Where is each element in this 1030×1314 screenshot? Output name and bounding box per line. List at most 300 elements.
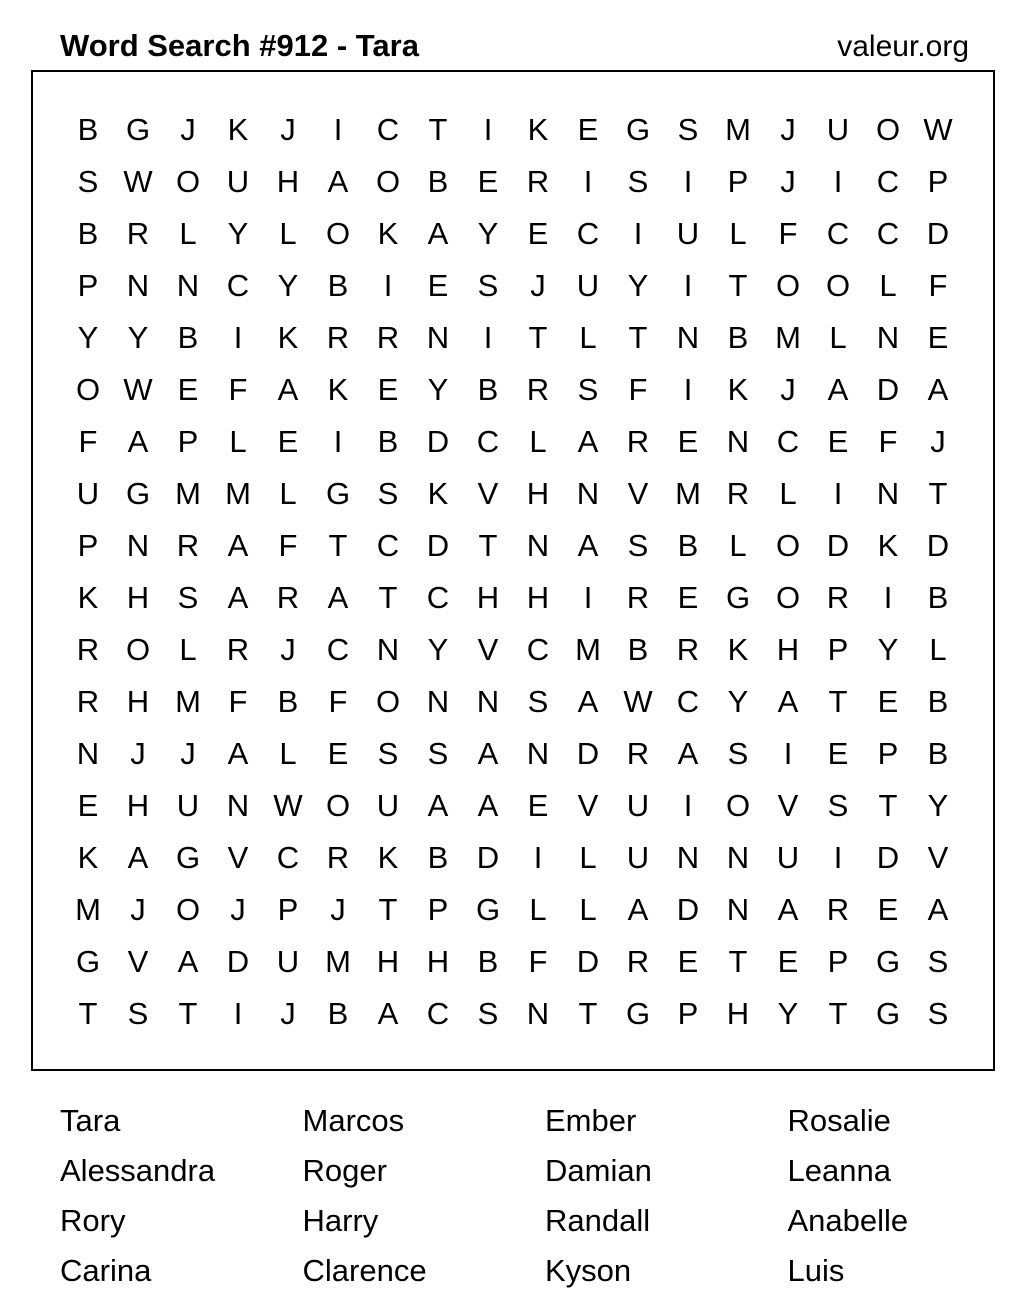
grid-letter[interactable]: G (125, 476, 151, 511)
grid-letter[interactable]: K (227, 112, 249, 147)
grid-letter[interactable]: H (126, 684, 150, 719)
grid-letter[interactable]: S (127, 996, 149, 1031)
grid-letter[interactable]: M (325, 944, 351, 979)
grid-letter[interactable]: C (876, 216, 900, 251)
grid-letter[interactable]: T (378, 580, 398, 615)
grid-letter[interactable]: B (927, 580, 949, 615)
grid-letter[interactable]: M (775, 320, 801, 355)
grid-letter[interactable]: B (927, 684, 949, 719)
grid-letter[interactable]: V (777, 788, 799, 823)
grid-letter[interactable]: U (826, 112, 850, 147)
grid-letter[interactable]: D (576, 736, 600, 771)
grid-letter[interactable]: M (75, 892, 101, 927)
grid-letter[interactable]: I (333, 112, 343, 147)
grid-letter[interactable]: Y (877, 632, 899, 667)
grid-letter[interactable]: M (225, 476, 251, 511)
grid-letter[interactable]: C (776, 424, 800, 459)
grid-letter[interactable]: M (725, 112, 751, 147)
grid-letter[interactable]: W (273, 788, 303, 823)
grid-letter[interactable]: L (279, 216, 297, 251)
grid-letter[interactable]: W (123, 372, 153, 407)
grid-letter[interactable]: U (276, 944, 300, 979)
grid-letter[interactable]: C (826, 216, 850, 251)
grid-letter[interactable]: O (825, 268, 851, 303)
grid-letter[interactable]: U (776, 840, 800, 875)
grid-letter[interactable]: J (780, 164, 796, 199)
grid-letter[interactable]: B (277, 684, 299, 719)
grid-letter[interactable]: H (526, 580, 550, 615)
grid-letter[interactable]: I (583, 164, 593, 199)
grid-letter[interactable]: I (633, 216, 643, 251)
grid-letter[interactable]: E (827, 736, 849, 771)
grid-letter[interactable]: K (727, 632, 749, 667)
grid-letter[interactable]: N (126, 528, 150, 563)
grid-letter[interactable]: L (929, 632, 947, 667)
grid-letter[interactable]: B (927, 736, 949, 771)
grid-letter[interactable]: H (126, 788, 150, 823)
grid-letter[interactable]: L (729, 528, 747, 563)
grid-letter[interactable]: B (727, 320, 749, 355)
grid-letter[interactable]: J (330, 892, 346, 927)
grid-letter[interactable]: A (827, 372, 849, 407)
grid-letter[interactable]: A (427, 788, 449, 823)
grid-letter[interactable]: R (626, 424, 650, 459)
grid-letter[interactable]: L (179, 216, 197, 251)
grid-letter[interactable]: T (728, 944, 748, 979)
grid-letter[interactable]: B (427, 164, 449, 199)
grid-letter[interactable]: A (777, 892, 799, 927)
grid-letter[interactable]: E (777, 944, 799, 979)
grid-letter[interactable]: Y (127, 320, 149, 355)
grid-letter[interactable]: I (833, 476, 843, 511)
grid-letter[interactable]: M (175, 476, 201, 511)
grid-letter[interactable]: J (130, 892, 146, 927)
grid-letter[interactable]: R (676, 632, 700, 667)
grid-letter[interactable]: Y (427, 632, 449, 667)
grid-letter[interactable]: I (883, 580, 893, 615)
grid-letter[interactable]: T (328, 528, 348, 563)
grid-letter[interactable]: D (226, 944, 250, 979)
grid-letter[interactable]: N (226, 788, 250, 823)
grid-letter[interactable]: L (829, 320, 847, 355)
grid-letter[interactable]: H (126, 580, 150, 615)
grid-letter[interactable]: I (683, 268, 693, 303)
grid-letter[interactable]: G (625, 112, 651, 147)
grid-letter[interactable]: C (376, 112, 400, 147)
grid-letter[interactable]: G (75, 944, 101, 979)
grid-letter[interactable]: A (577, 528, 599, 563)
grid-letter[interactable]: L (779, 476, 797, 511)
grid-letter[interactable]: S (727, 736, 749, 771)
grid-letter[interactable]: U (176, 788, 200, 823)
grid-letter[interactable]: C (876, 164, 900, 199)
grid-letter[interactable]: A (327, 580, 349, 615)
grid-letter[interactable]: N (576, 476, 600, 511)
grid-letter[interactable]: D (426, 528, 450, 563)
grid-letter[interactable]: L (179, 632, 197, 667)
grid-letter[interactable]: M (675, 476, 701, 511)
grid-letter[interactable]: P (677, 996, 699, 1031)
grid-letter[interactable]: Y (477, 216, 499, 251)
grid-letter[interactable]: O (125, 632, 151, 667)
grid-letter[interactable]: G (875, 944, 901, 979)
grid-letter[interactable]: F (628, 372, 648, 407)
grid-letter[interactable]: S (627, 528, 649, 563)
grid-letter[interactable]: E (277, 424, 299, 459)
grid-letter[interactable]: R (226, 632, 250, 667)
grid-letter[interactable]: N (376, 632, 400, 667)
grid-letter[interactable]: D (926, 528, 950, 563)
grid-letter[interactable]: A (177, 944, 199, 979)
grid-letter[interactable]: L (579, 840, 597, 875)
grid-letter[interactable]: A (577, 684, 599, 719)
grid-letter[interactable]: L (579, 320, 597, 355)
grid-letter[interactable]: N (126, 268, 150, 303)
grid-letter[interactable]: S (427, 736, 449, 771)
grid-letter[interactable]: N (426, 320, 450, 355)
grid-letter[interactable]: B (677, 528, 699, 563)
grid-letter[interactable]: I (333, 424, 343, 459)
grid-letter[interactable]: G (125, 112, 151, 147)
grid-letter[interactable]: C (576, 216, 600, 251)
grid-letter[interactable]: T (728, 268, 748, 303)
grid-letter[interactable]: E (77, 788, 99, 823)
grid-letter[interactable]: S (627, 164, 649, 199)
grid-letter[interactable]: Y (277, 268, 299, 303)
grid-letter[interactable]: U (626, 840, 650, 875)
grid-letter[interactable]: R (76, 632, 100, 667)
grid-letter[interactable]: H (276, 164, 300, 199)
grid-letter[interactable]: C (426, 996, 450, 1031)
grid-letter[interactable]: N (176, 268, 200, 303)
grid-letter[interactable]: M (575, 632, 601, 667)
grid-letter[interactable]: U (576, 268, 600, 303)
grid-letter[interactable]: S (577, 372, 599, 407)
grid-letter[interactable]: C (476, 424, 500, 459)
grid-letter[interactable]: T (828, 996, 848, 1031)
grid-letter[interactable]: P (877, 736, 899, 771)
grid-letter[interactable]: O (375, 684, 401, 719)
grid-letter[interactable]: W (623, 684, 653, 719)
grid-letter[interactable]: P (427, 892, 449, 927)
grid-letter[interactable]: V (127, 944, 149, 979)
grid-letter[interactable]: A (477, 736, 499, 771)
grid-letter[interactable]: S (927, 944, 949, 979)
grid-letter[interactable]: A (427, 216, 449, 251)
grid-letter[interactable]: C (276, 840, 300, 875)
grid-letter[interactable]: L (529, 424, 547, 459)
grid-letter[interactable]: T (528, 320, 548, 355)
grid-letter[interactable]: I (683, 372, 693, 407)
grid-letter[interactable]: R (826, 580, 850, 615)
grid-letter[interactable]: R (276, 580, 300, 615)
grid-letter[interactable]: N (876, 320, 900, 355)
grid-letter[interactable]: N (526, 736, 550, 771)
grid-letter[interactable]: N (426, 684, 450, 719)
grid-letter[interactable]: D (426, 424, 450, 459)
grid-letter[interactable]: H (426, 944, 450, 979)
grid-letter[interactable]: J (180, 112, 196, 147)
grid-letter[interactable]: S (477, 996, 499, 1031)
grid-letter[interactable]: N (676, 320, 700, 355)
grid-letter[interactable]: D (476, 840, 500, 875)
grid-letter[interactable]: E (327, 736, 349, 771)
grid-letter[interactable]: H (726, 996, 750, 1031)
grid-letter[interactable]: K (327, 372, 349, 407)
grid-letter[interactable]: S (477, 268, 499, 303)
grid-letter[interactable]: D (676, 892, 700, 927)
grid-letter[interactable]: U (376, 788, 400, 823)
grid-letter[interactable]: O (75, 372, 101, 407)
grid-letter[interactable]: G (475, 892, 501, 927)
grid-letter[interactable]: R (76, 684, 100, 719)
grid-letter[interactable]: Y (777, 996, 799, 1031)
grid-letter[interactable]: T (478, 528, 498, 563)
grid-letter[interactable]: E (377, 372, 399, 407)
grid-letter[interactable]: B (477, 372, 499, 407)
grid-letter[interactable]: K (277, 320, 299, 355)
grid-letter[interactable]: A (327, 164, 349, 199)
grid-letter[interactable]: R (626, 944, 650, 979)
grid-letter[interactable]: E (427, 268, 449, 303)
grid-letter[interactable]: Y (627, 268, 649, 303)
grid-letter[interactable]: P (77, 268, 99, 303)
grid-letter[interactable]: N (676, 840, 700, 875)
grid-letter[interactable]: H (476, 580, 500, 615)
grid-letter[interactable]: V (627, 476, 649, 511)
grid-letter[interactable]: I (483, 320, 493, 355)
grid-letter[interactable]: N (76, 736, 100, 771)
grid-letter[interactable]: E (527, 788, 549, 823)
grid-letter[interactable]: H (376, 944, 400, 979)
grid-letter[interactable]: S (677, 112, 699, 147)
grid-letter[interactable]: C (226, 268, 250, 303)
grid-letter[interactable]: K (727, 372, 749, 407)
grid-letter[interactable]: E (577, 112, 599, 147)
grid-letter[interactable]: S (77, 164, 99, 199)
grid-letter[interactable]: E (877, 892, 899, 927)
grid-letter[interactable]: V (227, 840, 249, 875)
grid-letter[interactable]: B (427, 840, 449, 875)
grid-letter[interactable]: Y (727, 684, 749, 719)
grid-letter[interactable]: I (833, 840, 843, 875)
grid-letter[interactable]: N (726, 840, 750, 875)
grid-letter[interactable]: J (180, 736, 196, 771)
grid-letter[interactable]: O (375, 164, 401, 199)
grid-letter[interactable]: T (428, 112, 448, 147)
grid-letter[interactable]: O (725, 788, 751, 823)
grid-letter[interactable]: F (528, 944, 548, 979)
grid-letter[interactable]: C (676, 684, 700, 719)
grid-letter[interactable]: J (930, 424, 946, 459)
grid-letter[interactable]: B (77, 112, 99, 147)
grid-letter[interactable]: U (76, 476, 100, 511)
grid-letter[interactable]: D (826, 528, 850, 563)
grid-letter[interactable]: A (927, 892, 949, 927)
grid-letter[interactable]: K (427, 476, 449, 511)
grid-letter[interactable]: B (177, 320, 199, 355)
grid-letter[interactable]: A (277, 372, 299, 407)
grid-letter[interactable]: L (729, 216, 747, 251)
grid-letter[interactable]: B (477, 944, 499, 979)
grid-letter[interactable]: T (78, 996, 98, 1031)
grid-letter[interactable]: T (928, 476, 948, 511)
grid-letter[interactable]: H (526, 476, 550, 511)
grid-letter[interactable]: P (277, 892, 299, 927)
grid-letter[interactable]: J (780, 372, 796, 407)
grid-letter[interactable]: I (483, 112, 493, 147)
grid-letter[interactable]: I (683, 788, 693, 823)
grid-letter[interactable]: G (175, 840, 201, 875)
grid-letter[interactable]: B (627, 632, 649, 667)
grid-letter[interactable]: G (725, 580, 751, 615)
grid-letter[interactable]: C (426, 580, 450, 615)
grid-letter[interactable]: O (175, 164, 201, 199)
grid-letter[interactable]: Y (227, 216, 249, 251)
grid-letter[interactable]: U (676, 216, 700, 251)
grid-letter[interactable]: Y (427, 372, 449, 407)
grid-letter[interactable]: R (126, 216, 150, 251)
grid-letter[interactable]: S (177, 580, 199, 615)
grid-letter[interactable]: D (876, 372, 900, 407)
grid-letter[interactable]: S (377, 476, 399, 511)
grid-letter[interactable]: T (878, 788, 898, 823)
grid-letter[interactable]: J (230, 892, 246, 927)
grid-letter[interactable]: S (827, 788, 849, 823)
grid-letter[interactable]: G (325, 476, 351, 511)
grid-letter[interactable]: F (778, 216, 798, 251)
grid-letter[interactable]: H (776, 632, 800, 667)
grid-letter[interactable]: D (876, 840, 900, 875)
grid-letter[interactable]: B (377, 424, 399, 459)
grid-letter[interactable]: F (228, 684, 248, 719)
grid-letter[interactable]: R (726, 476, 750, 511)
grid-letter[interactable]: O (775, 528, 801, 563)
grid-letter[interactable]: I (233, 996, 243, 1031)
grid-letter[interactable]: R (626, 580, 650, 615)
grid-letter[interactable]: J (280, 996, 296, 1031)
grid-letter[interactable]: F (328, 684, 348, 719)
grid-letter[interactable]: N (726, 892, 750, 927)
grid-letter[interactable]: S (927, 996, 949, 1031)
grid-letter[interactable]: O (875, 112, 901, 147)
grid-letter[interactable]: P (77, 528, 99, 563)
grid-letter[interactable]: A (677, 736, 699, 771)
grid-letter[interactable]: M (175, 684, 201, 719)
grid-letter[interactable]: K (77, 840, 99, 875)
grid-letter[interactable]: C (376, 528, 400, 563)
grid-letter[interactable]: E (827, 424, 849, 459)
grid-letter[interactable]: A (777, 684, 799, 719)
grid-letter[interactable]: W (923, 112, 953, 147)
grid-letter[interactable]: L (279, 736, 297, 771)
grid-letter[interactable]: L (279, 476, 297, 511)
grid-letter[interactable]: G (875, 996, 901, 1031)
grid-letter[interactable]: I (383, 268, 393, 303)
grid-letter[interactable]: N (876, 476, 900, 511)
grid-letter[interactable]: V (477, 476, 499, 511)
grid-letter[interactable]: C (526, 632, 550, 667)
grid-letter[interactable]: A (227, 736, 249, 771)
grid-letter[interactable]: E (677, 944, 699, 979)
grid-letter[interactable]: E (877, 684, 899, 719)
grid-letter[interactable]: J (530, 268, 546, 303)
grid-letter[interactable]: I (783, 736, 793, 771)
grid-letter[interactable]: F (228, 372, 248, 407)
grid-letter[interactable]: O (775, 268, 801, 303)
grid-letter[interactable]: R (526, 372, 550, 407)
grid-letter[interactable]: K (527, 112, 549, 147)
grid-letter[interactable]: N (726, 424, 750, 459)
grid-letter[interactable]: A (227, 528, 249, 563)
grid-letter[interactable]: U (626, 788, 650, 823)
grid-letter[interactable]: L (229, 424, 247, 459)
grid-letter[interactable]: V (927, 840, 949, 875)
grid-letter[interactable]: O (325, 788, 351, 823)
grid-letter[interactable]: A (227, 580, 249, 615)
grid-letter[interactable]: A (577, 424, 599, 459)
grid-letter[interactable]: P (927, 164, 949, 199)
grid-letter[interactable]: R (376, 320, 400, 355)
grid-letter[interactable]: A (127, 424, 149, 459)
grid-letter[interactable]: P (827, 944, 849, 979)
grid-letter[interactable]: E (927, 320, 949, 355)
grid-letter[interactable]: S (527, 684, 549, 719)
grid-letter[interactable]: A (927, 372, 949, 407)
grid-letter[interactable]: B (77, 216, 99, 251)
grid-letter[interactable]: P (727, 164, 749, 199)
grid-letter[interactable]: I (583, 580, 593, 615)
grid-letter[interactable]: T (378, 892, 398, 927)
grid-letter[interactable]: O (175, 892, 201, 927)
grid-letter[interactable]: E (527, 216, 549, 251)
grid-letter[interactable]: L (879, 268, 897, 303)
grid-letter[interactable]: B (327, 268, 349, 303)
grid-letter[interactable]: P (827, 632, 849, 667)
grid-letter[interactable]: I (683, 164, 693, 199)
grid-letter[interactable]: A (477, 788, 499, 823)
grid-letter[interactable]: R (176, 528, 200, 563)
grid-letter[interactable]: C (326, 632, 350, 667)
grid-letter[interactable]: R (826, 892, 850, 927)
grid-letter[interactable]: T (578, 996, 598, 1031)
grid-letter[interactable]: K (877, 528, 899, 563)
grid-letter[interactable]: L (529, 892, 547, 927)
grid-letter[interactable]: V (577, 788, 599, 823)
grid-letter[interactable]: A (627, 892, 649, 927)
grid-letter[interactable]: Y (77, 320, 99, 355)
grid-letter[interactable]: J (130, 736, 146, 771)
grid-letter[interactable]: T (628, 320, 648, 355)
grid-letter[interactable]: U (226, 164, 250, 199)
grid-letter[interactable]: V (477, 632, 499, 667)
grid-letter[interactable]: K (377, 840, 399, 875)
grid-letter[interactable]: D (576, 944, 600, 979)
grid-letter[interactable]: W (123, 164, 153, 199)
grid-letter[interactable]: R (326, 320, 350, 355)
grid-letter[interactable]: A (127, 840, 149, 875)
grid-letter[interactable]: F (78, 424, 98, 459)
grid-letter[interactable]: K (377, 216, 399, 251)
grid-letter[interactable]: R (526, 164, 550, 199)
grid-letter[interactable]: L (579, 892, 597, 927)
grid-letter[interactable]: K (77, 580, 99, 615)
grid-letter[interactable]: N (526, 996, 550, 1031)
grid-letter[interactable]: R (626, 736, 650, 771)
grid-letter[interactable]: N (526, 528, 550, 563)
grid-letter[interactable]: N (476, 684, 500, 719)
grid-letter[interactable]: F (278, 528, 298, 563)
